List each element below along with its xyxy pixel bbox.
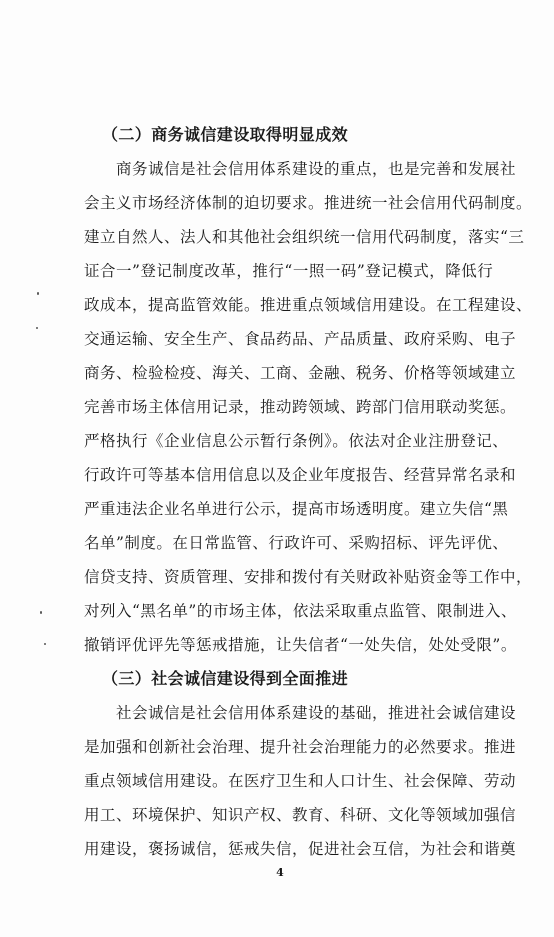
paragraph-line: 用工、环境保护、知识产权、教育、科研、文化等领域加强信 xyxy=(84,806,517,824)
paragraph-line: 交通运输、安全生产、食品药品、产品质量、政府采购、电子 xyxy=(84,330,517,348)
page-number: 4 xyxy=(276,866,284,879)
paragraph-line: 建立自然人、法人和其他社会组织统一信用代码制度，落实“三 xyxy=(84,228,525,246)
paragraph-line: 严格执行《企业信息公示暂行条例》。依法对企业注册登记、 xyxy=(84,432,509,450)
paragraph-line: 政成本，提高监管效能。推进重点领域信用建设。在工程建设、 xyxy=(84,296,533,314)
paragraph-line: 商务诚信是社会信用体系建设的重点，也是完善和发展社 xyxy=(116,160,517,178)
paragraph-line: 商务、检验检疫、海关、工商、金融、税务、价格等领域建立 xyxy=(84,364,517,382)
paragraph-line: 社会诚信是社会信用体系建设的基础，推进社会诚信建设 xyxy=(116,704,517,722)
paragraph-line: 严重违法企业名单进行公示，提高市场透明度。建立失信“黑 xyxy=(84,500,509,518)
paragraph-line: 重点领域信用建设。在医疗卫生和人口计生、社会保障、劳动 xyxy=(84,772,517,790)
paragraph-line: 对列入“黑名单”的市场主体，依法采取重点监管、限制进入、 xyxy=(84,602,517,620)
paragraph-line: 名单”制度。在日常监管、行政许可、采购招标、评先评优、 xyxy=(84,534,509,552)
section-heading-commercial-credit: （二）商务诚信建设取得明显成效 xyxy=(102,125,349,144)
paragraph-line: 用建设，褒扬诚信，惩戒失信，促进社会互信，为社会和谐奠 xyxy=(84,840,517,858)
paragraph-line: 信贷支持、资质管理、安排和拨付有关财政补贴资金等工作中， xyxy=(84,568,533,586)
scan-speck xyxy=(44,643,46,645)
page-body xyxy=(84,118,533,866)
paragraph-line: 是加强和创新社会治理、提升社会治理能力的必然要求。推进 xyxy=(84,738,517,756)
scan-speck xyxy=(40,611,42,614)
scan-speck xyxy=(37,292,39,295)
paragraph-line: 撤销评优评先等惩戒措施，让失信者“一处失信，处处受限”。 xyxy=(84,636,517,654)
paragraph-line: 证合一”登记制度改革，推行“一照一码”登记模式，降低行 xyxy=(84,262,494,280)
paragraph-line: 完善市场主体信用记录，推动跨领域、跨部门信用联动奖惩。 xyxy=(84,398,517,416)
section-heading-social-credit: （三）社会诚信建设得到全面推进 xyxy=(102,669,349,688)
paragraph-line: 行政许可等基本信用信息以及企业年度报告、经营异常名录和 xyxy=(84,466,517,484)
paragraph-line: 会主义市场经济体制的迫切要求。推进统一社会信用代码制度。 xyxy=(84,194,533,212)
scan-speck xyxy=(36,327,38,329)
